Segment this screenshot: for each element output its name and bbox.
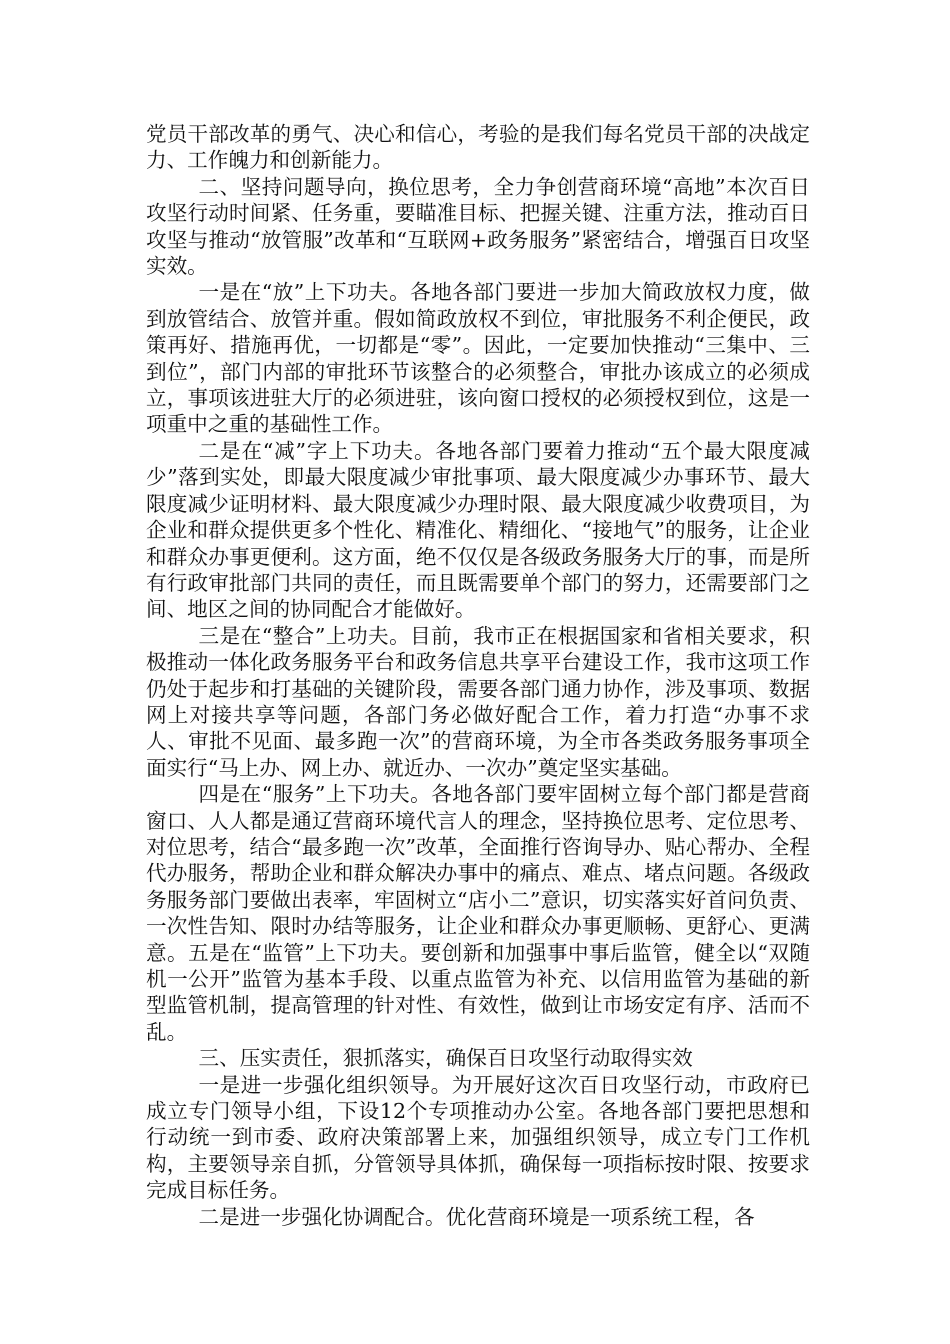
paragraph: 二是进一步强化协调配合。优化营商环境是一项系统工程，各 <box>198 1204 755 1229</box>
document-body <box>146 121 810 1230</box>
paragraph-section-heading: 二、坚持问题导向，换位思考，全力争创营商环境“高地”本次百日攻坚行动时间紧、任务重，要瞄准目标、把握关键、注重方法，推动百日攻坚与推动“放管服”改革和“互联网+政务服务”紧密结合，增强百日攻坚实效。 <box>146 174 810 279</box>
paragraph: 四是在“服务”上下功夫。各地各部门要牢固树立每个部门都是营商窗口、人人都是通辽营商环境代言人的理念，坚持换位思考、定位思考、对位思考，结合“最多跑一次”改革，全面推行咨询导办、贴心帮办、全程代办服务，帮助企业和群众解决办事中的痛点、难点、堵点问题。各级政务服务部门要做出表率，牢固树立“店小二”意识，切实落实好首问负责、一次性告知、限时办结等服务，让企业和群众办事更顺畅、更舒心、更满意。五是在“监管”上下功夫。要创新和加强事中事后监管，健全以“双随机一公开”监管为基本手段、以重点监管为补充、以信用监管为基础的新型监管机制，提高管理的针对性、有效性，做到让市场安定有序、活而不乱。 <box>146 782 810 1044</box>
paragraph: 二是在“减”字上下功夫。各地各部门要着力推动“五个最大限度减少”落到实处，即最大限度减少审批事项、最大限度减少办事环节、最大限度减少证明材料、最大限度减少办理时限、最大限度减少收费项目，为企业和群众提供更多个性化、精准化、精细化、“接地气”的服务，让企业和群众办事更便利。这方面，绝不仅仅是各级政务服务大厅的事，而是所有行政审批部门共同的责任，而且既需要单个部门的努力，还需要部门之间、地区之间的协同配合才能做好。 <box>146 438 810 622</box>
paragraph: 一是进一步强化组织领导。为开展好这次百日攻坚行动，市政府已成立专门领导小组，下设12个专项推动办公室。各地各部门要把思想和行动统一到市委、政府决策部署上来，加强组织领导，成立专门工作机构，主要领导亲自抓，分管领导具体抓，确保每一项指标按时限、按要求完成目标任务。 <box>146 1072 810 1203</box>
paragraph: 党员干部改革的勇气、决心和信心，考验的是我们每名党员干部的决战定力、工作魄力和创新能力。 <box>146 122 810 173</box>
paragraph-section-heading: 三、压实责任，狠抓落实，确保百日攻坚行动取得实效 <box>198 1046 693 1071</box>
paragraph: 三是在“整合”上功夫。目前，我市正在根据国家和省相关要求，积极推动一体化政务服务平台和政务信息共享平台建设工作，我市这项工作仍处于起步和打基础的关键阶段，需要各部门通力协作，涉及事项、数据网上对接共享等问题，各部门务必做好配合工作，着力打造“办事不求人、审批不见面、最多跑一次”的营商环境，为全市各类政务服务事项全面实行“马上办、网上办、就近办、一次办”奠定坚实基础。 <box>146 623 810 780</box>
paragraph: 一是在“放”上下功夫。各地各部门要进一步加大简政放权力度，做到放管结合、放管并重。假如简政放权不到位，审批服务不利企便民，政策再好、措施再优，一切都是“零”。因此，一定要加快推动“三集中、三到位”，部门内部的审批环节该整合的必须整合，审批办该成立的必须成立，事项该进驻大厅的必须进驻，该向窗口授权的必须授权到位，这是一项重中之重的基础性工作。 <box>146 280 810 437</box>
